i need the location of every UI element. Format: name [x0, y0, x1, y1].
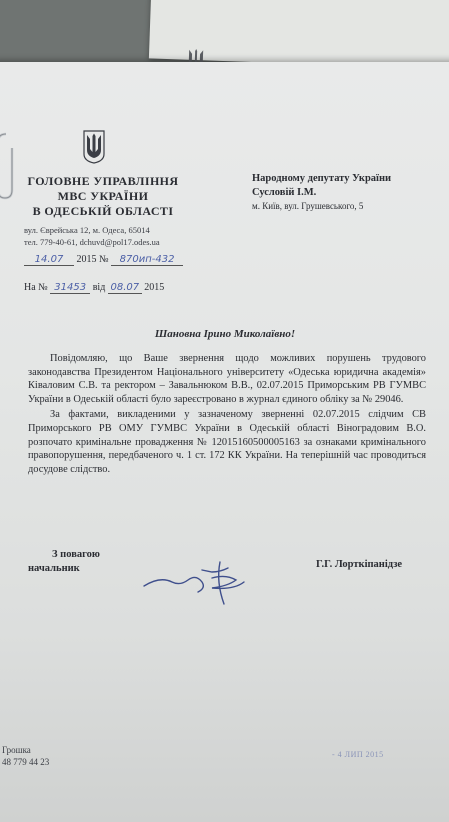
- reply-prefix: На №: [24, 282, 48, 293]
- closing-regards: З повагою: [52, 549, 100, 560]
- executor-phone: 48 779 44 23: [2, 757, 50, 767]
- executor-info: [2, 744, 122, 768]
- handwritten-signature: [140, 552, 250, 610]
- organization-contacts: [24, 224, 214, 248]
- letter-body: [28, 352, 426, 478]
- addressee-title: Народному депутату України: [252, 173, 392, 184]
- reply-number: 31453: [50, 282, 90, 294]
- addressee-block: [252, 172, 449, 213]
- underlying-page: [149, 0, 449, 70]
- paragraph: Повідомляю, що Ваше звернення щодо можливих порушень трудового законодавства Президентом Національного університету «Одеська юридична академія» Ківаловим С.В. та ректором – Завальнюком В.В., 02.07.2015 Приморським РВ ГУМВС України в Одеській області було зареєстровано в журнал єдиного обліку за № 29046.: [28, 353, 426, 405]
- trident-emblem-icon: [83, 130, 105, 164]
- org-line-2: МВС УКРАЇНИ: [57, 189, 149, 203]
- org-address: вул. Єврейська 12, м. Одеса, 65014: [24, 225, 150, 235]
- signatory-name: Г.Г. Лорткіпанідзе: [316, 559, 403, 570]
- salutation: Шановна Ірино Миколаївно!: [154, 328, 296, 340]
- organization-name: [8, 174, 198, 219]
- reply-year: 2015: [144, 282, 165, 293]
- outgoing-number: 870ип-432: [111, 254, 183, 266]
- received-stamp: - 4 ЛИП 2015: [332, 750, 384, 759]
- reply-reference-line: [24, 282, 204, 298]
- addressee-address: м. Київ, вул. Грушевського, 5: [252, 201, 364, 211]
- closing-position: начальник: [28, 563, 80, 574]
- reply-date: 08.07: [108, 282, 142, 294]
- paragraph: За фактами, викладеними у зазначеному зверненні 02.07.2015 слідчим СВ Приморського РВ ОМУ ГУМВС України в Одеській області Віноградовим В.О. розпочато кримінальне провадження № 12015160500005163 за ознаками кримінального правопорушення, передбаченого ч. 1 ст. 172 КК України. На теперішній час проводиться досудове слідство.: [28, 409, 426, 475]
- outgoing-date: 14.07: [24, 254, 74, 266]
- executor-name: Грошка: [2, 745, 31, 755]
- org-line-1: ГОЛОВНЕ УПРАВЛІННЯ: [27, 174, 179, 188]
- reply-from: від: [92, 282, 106, 293]
- outgoing-number-line: [24, 254, 204, 270]
- org-line-3: В ОДЕСЬКІЙ ОБЛАСТІ: [32, 204, 174, 218]
- closing-block: [28, 548, 128, 576]
- outgoing-year: 2015 №: [76, 254, 109, 265]
- addressee-name: Сусловій І.М.: [252, 187, 317, 198]
- document-page: [0, 62, 449, 822]
- org-phone-email: тел. 779-40-61, dchuvd@pol17.odes.ua: [24, 237, 160, 247]
